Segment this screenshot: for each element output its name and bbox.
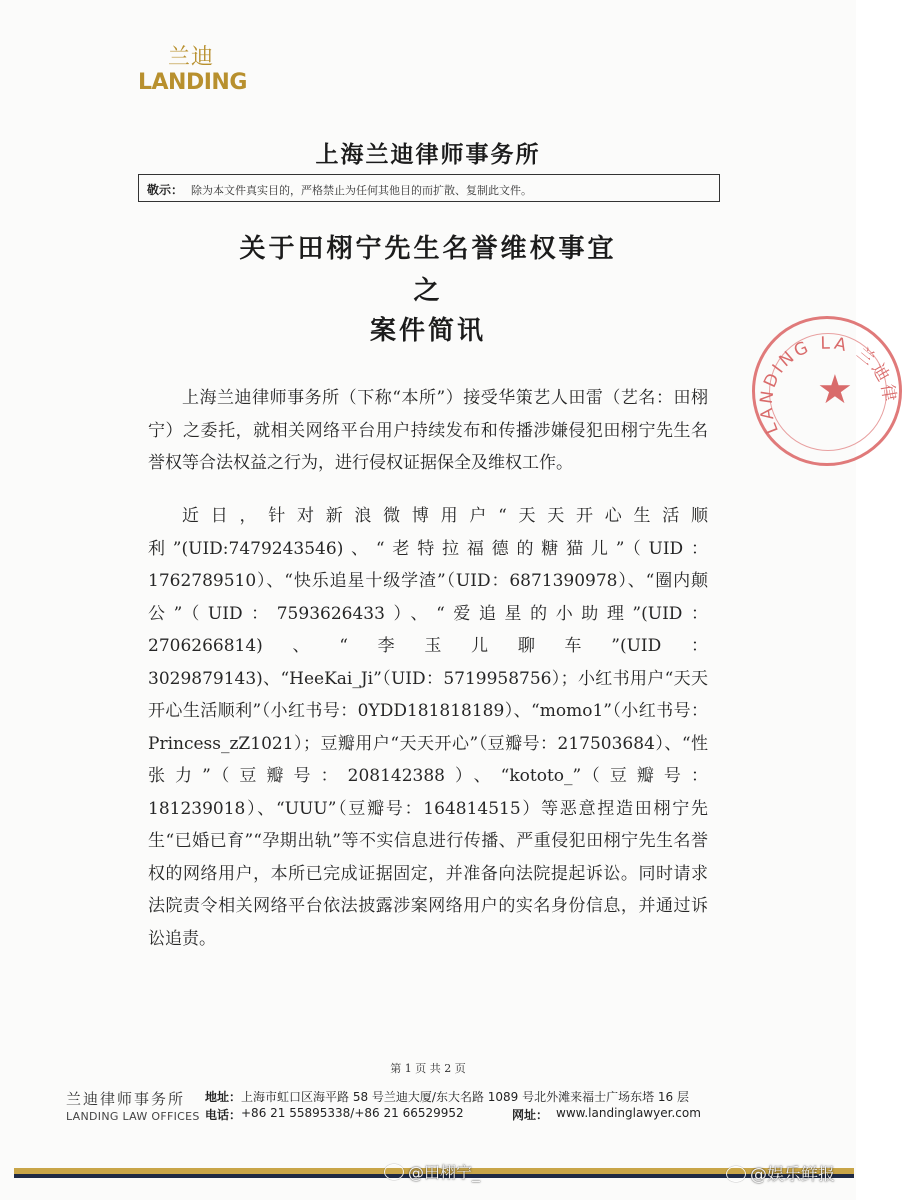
document-title-connector: 之 (413, 276, 443, 306)
weibo-icon (726, 1166, 746, 1182)
website-value: www.landinglawyer.com (556, 1106, 701, 1120)
seal-star-icon: ★ (817, 367, 853, 413)
watermark-source-text: @娱乐鲜报 (750, 1165, 835, 1185)
notice-text: 除为本文件真实目的，严格禁止为任何其他目的而扩散、复制此文件。 (191, 184, 532, 197)
firm-title: 上海兰迪律师事务所 (315, 142, 541, 168)
address-label: 地址： (205, 1090, 242, 1104)
watermark-author (384, 1160, 480, 1183)
paragraph-details: 近日，针对新浪微博用户“天天开心生活顺利”(UID:7479243546)、“老特拉福德的糖猫儿”（UID：1762789510）、“快乐追星十级学渣”（UID：6871390978）、“圈内颠公”（UID：7593626433）、“爱追星的小助理”(UID：2706266814)、“李玉儿聊车”(UID：3029879143)、“HeeKai_Ji”（UID：5719958756）；小红书用户“天天开心生活顺利”（小红书号：0YDD181818189）、“momo1”（小红书号：Princess_zZ1021）；豆瓣用户“天天开心”（豆瓣号：217503684）、“性张力”（豆瓣号：208142388）、“kototo_”（豆瓣号：181239018）、“UUU”（豆瓣号：164814515）等恶意捏造田栩宁先生“已婚已育”“孕期出轨”等不实信息进行传播、严重侵犯田栩宁先生名誉权的网络用户，本所已完成证据固定，并准备向法院提起诉讼。同时请求法院责令相关网络平台依法披露涉案网络用户的实名身份信息，并通过诉讼追责。 (148, 506, 708, 949)
page-number: 第 1 页 共 2 页 (390, 1062, 466, 1075)
notice-label: 敬示： (147, 183, 184, 197)
address-value: 上海市虹口区海平路 58 号兰迪大厦/东大名路 1089 号北外滩来福士广场东塔 16 层 (241, 1090, 690, 1104)
document-title: 关于田栩宁先生名誉维权事宜 (239, 234, 617, 264)
seal-text-ring (753, 317, 903, 467)
weibo-icon (384, 1164, 404, 1180)
document-subtitle: 案件简讯 (369, 316, 486, 346)
footer-firm-name-en: LANDING LAW OFFICES (66, 1110, 200, 1123)
phone-label: 电话： (205, 1108, 242, 1122)
watermark-author-text: @田栩宁_ (408, 1163, 481, 1182)
paragraph-intro: 上海兰迪律师事务所（下称“本所”）接受华策艺人田雷（艺名：田栩宁）之委托，就相关网络平台用户持续发布和传播涉嫌侵犯田栩宁先生名誉权等合法权益之行为，进行侵权证据保全及维权工作。 (148, 388, 708, 473)
watermark-source (726, 1160, 835, 1185)
logo-english: LANDING (138, 70, 247, 95)
website-label: 网址： (512, 1108, 549, 1122)
firm-logo (138, 40, 268, 102)
official-seal (752, 316, 902, 466)
logo-chinese: 兰迪 (168, 45, 215, 70)
confidentiality-notice (138, 174, 720, 202)
footer-firm-name-cn: 兰迪律师事务所 (66, 1090, 186, 1108)
svg-text:LANDING LA 兰迪律: LANDING LA 兰迪律 (756, 333, 900, 437)
phone-value: +86 21 55895338/+86 21 66529952 (241, 1106, 464, 1120)
